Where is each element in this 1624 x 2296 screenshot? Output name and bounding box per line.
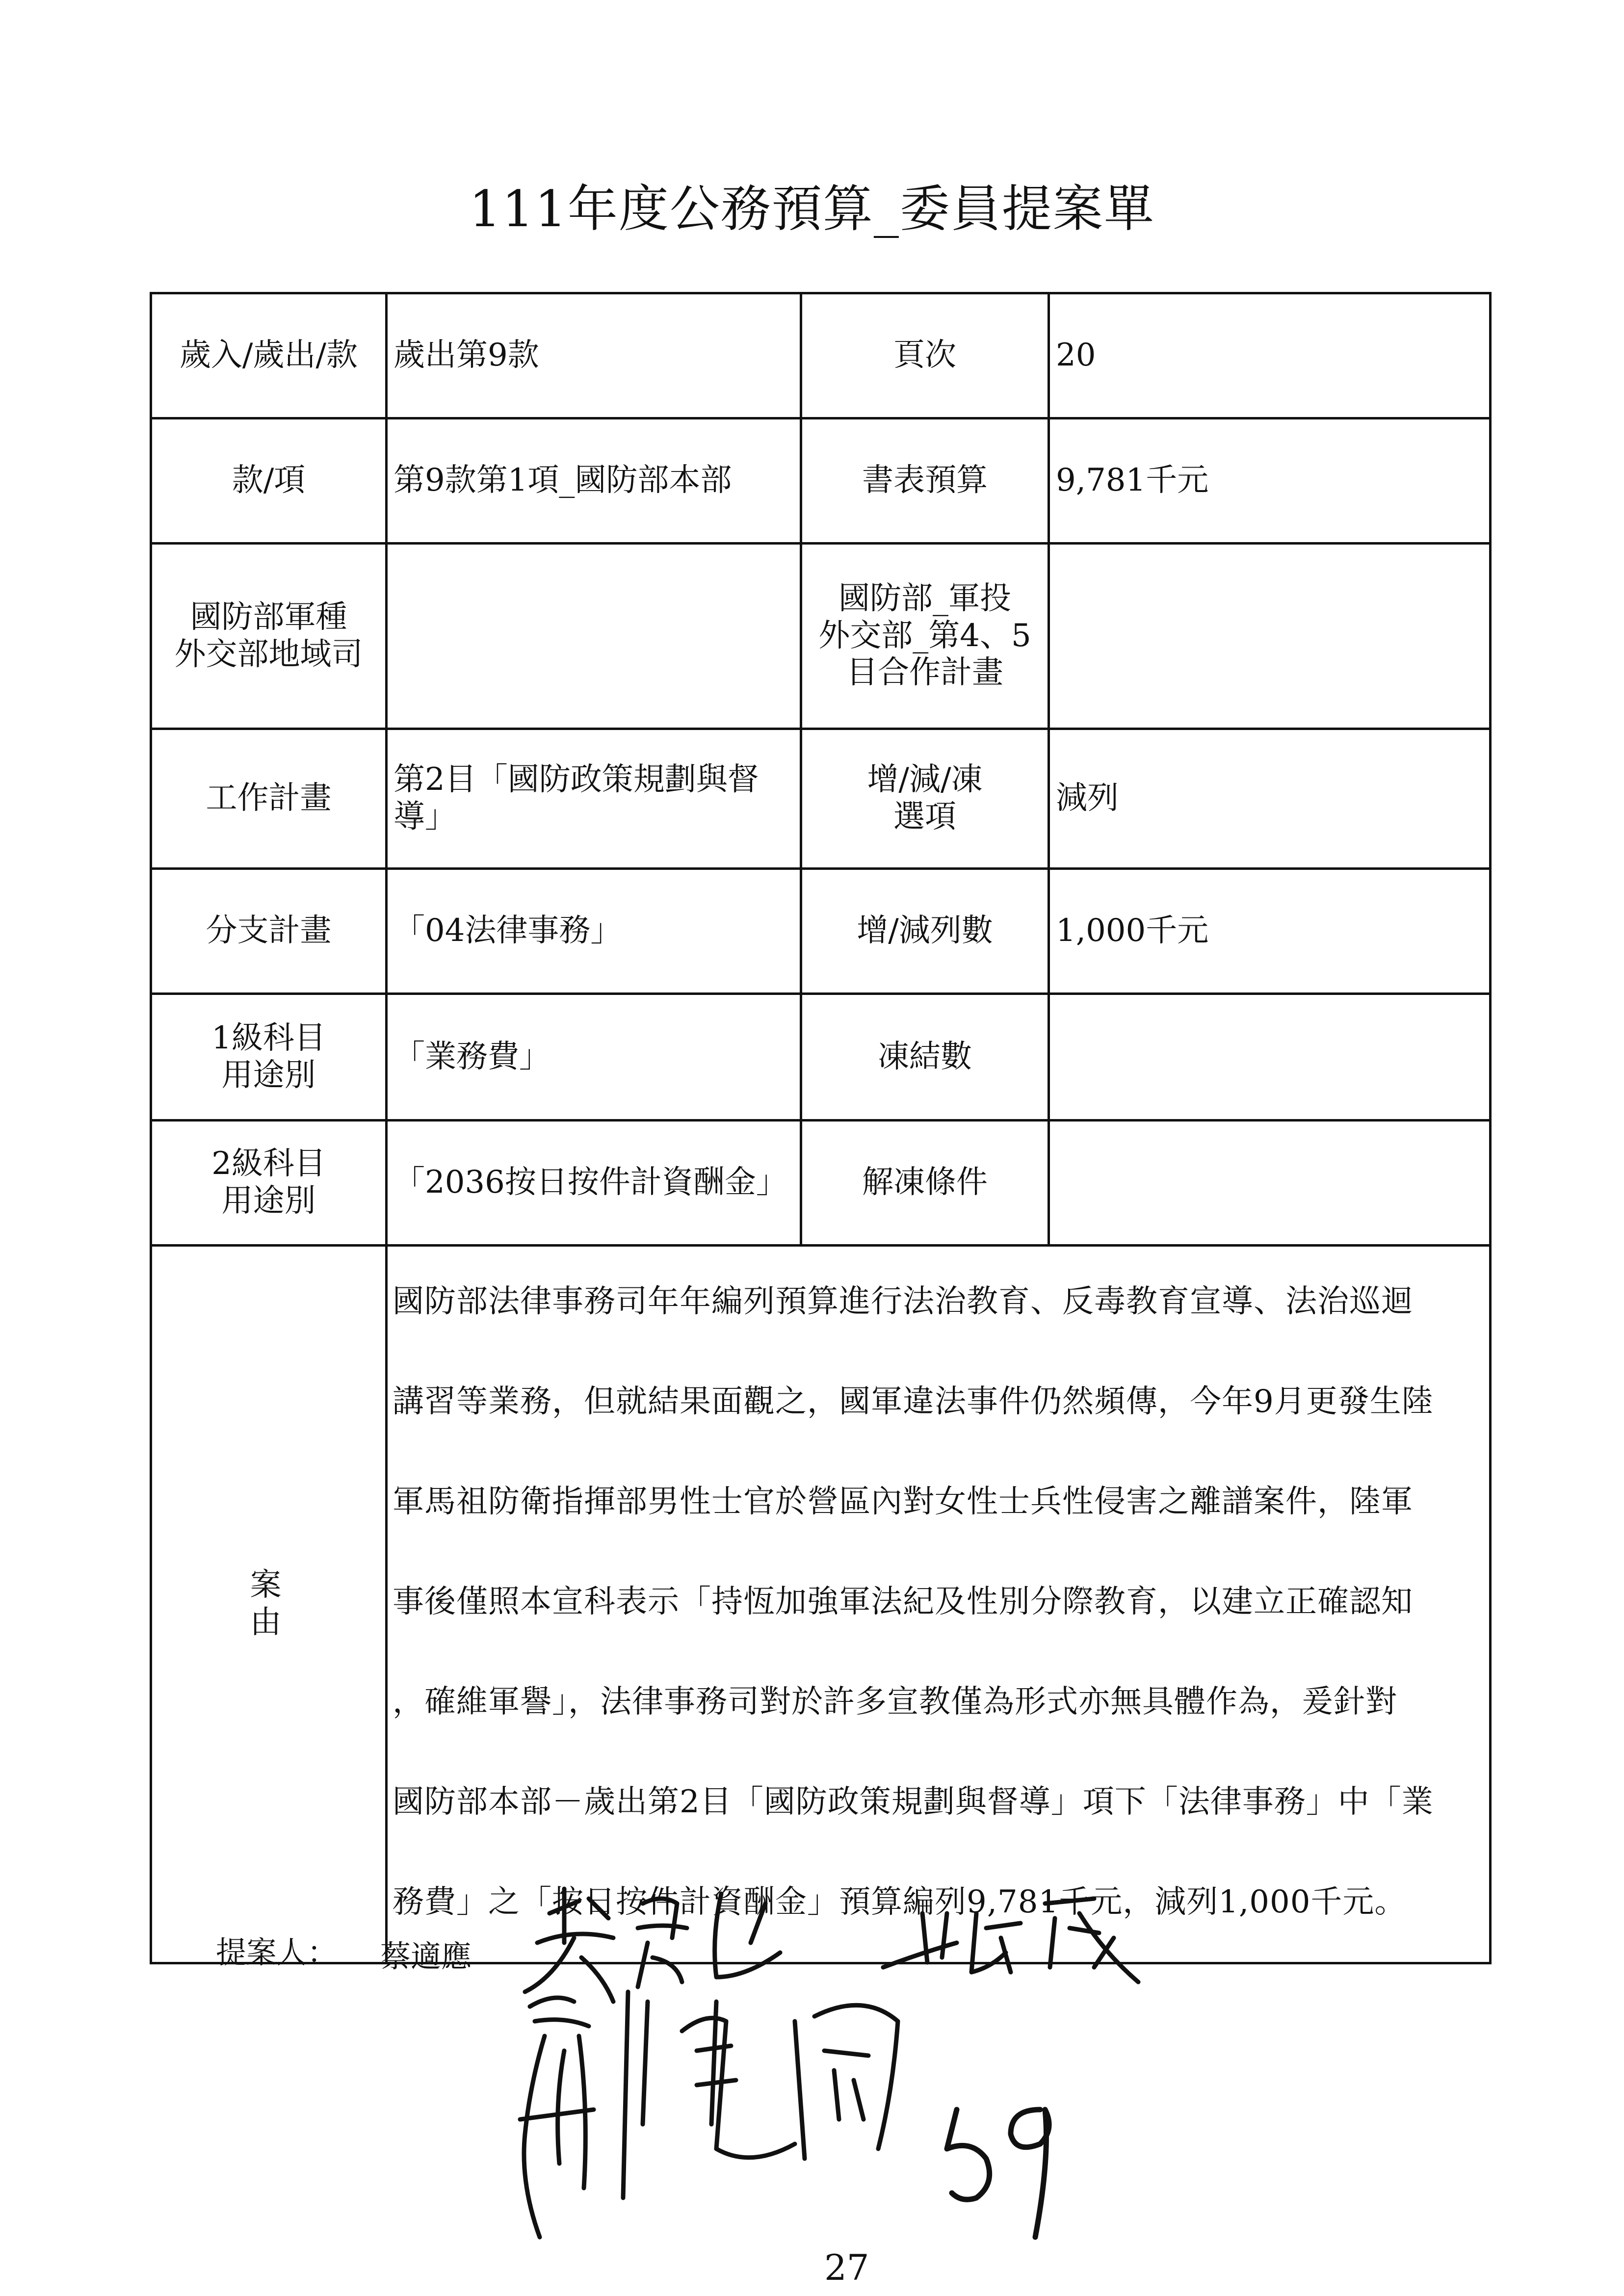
label-cooperation-line-3: 目合作計畫	[846, 654, 1003, 691]
value-budget-type: 歲出第9款	[387, 293, 801, 418]
value-agency	[387, 544, 801, 729]
label-reason: 案由	[151, 1246, 387, 1963]
value-branch-plan: 「04法律事務」	[387, 869, 801, 994]
value-section: 第9款第1項_國防部本部	[387, 418, 801, 544]
label-page: 頁次	[801, 293, 1049, 418]
reason-line: ，確維軍譽」，法律事務司對於許多宣教僅為形式亦無具體作為，爰針對	[393, 1684, 1397, 1720]
form-row-branch-plan	[151, 869, 1491, 994]
document-title: 111年度公務預算_委員提案單	[469, 180, 1155, 238]
form-row-reason	[151, 1246, 1491, 1963]
label-unfreeze-conditions: 解凍條件	[801, 1121, 1049, 1246]
reason-line: 軍馬祖防衛指揮部男性士官於營區內對女性士兵性侵害之離譜案件，陸軍	[393, 1484, 1413, 1520]
label-cooperation-line-1: 國防部_軍投	[838, 580, 1011, 617]
form-row-budget-type	[151, 293, 1491, 418]
proposer-label: 提案人：	[216, 1934, 338, 1970]
reason-line: 國防部法律事務司年年編列預算進行法治教育、反毒教育宣導、法治巡迴	[393, 1283, 1413, 1320]
label-agency	[151, 544, 387, 729]
label-level1-line-2: 用途別	[221, 1057, 316, 1094]
label-frozen-amount: 凍結數	[801, 994, 1049, 1121]
value-unfreeze-conditions	[1049, 1121, 1491, 1246]
reason-text	[387, 1246, 1491, 1963]
label-statement-budget: 書表預算	[801, 418, 1049, 544]
value-adjust-option: 減列	[1049, 729, 1491, 869]
label-agency-line-1: 國防部軍種	[190, 599, 347, 635]
reason-line: 國防部本部－歲出第2目「國防政策規劃與督導」項下「法律事務」中「業	[393, 1784, 1434, 1820]
value-cooperation-plan	[1049, 544, 1491, 729]
handwritten-number-59	[947, 2110, 1049, 2237]
label-adjust-line-2: 選項	[893, 799, 956, 835]
value-level1-subject: 「業務費」	[387, 994, 801, 1121]
label-level1-subject	[151, 994, 387, 1121]
value-adjust-amount: 1,000千元	[1049, 869, 1491, 994]
value-work-plan: 第2目「國防政策規劃與督導」	[387, 729, 801, 869]
label-level2-line-2: 用途別	[221, 1183, 316, 1219]
label-adjust-amount: 增/減列數	[801, 869, 1049, 994]
label-adjust-option	[801, 729, 1049, 869]
label-adjust-line-1: 增/減/凍	[867, 761, 983, 798]
label-level2-subject	[151, 1121, 387, 1246]
signature-3	[520, 1992, 898, 2237]
value-frozen-amount	[1049, 994, 1491, 1121]
reason-line: 務費」之「按日按件計資酬金」預算編列9,781千元，減列1,000千元。	[393, 1884, 1407, 1920]
label-work-plan: 工作計畫	[151, 729, 387, 869]
form-row-level2-subject	[151, 1121, 1491, 1246]
label-section: 款/項	[151, 418, 387, 544]
reason-line: 事後僅照本宣科表示「持恆加強軍法紀及性別分際教育，以建立正確認知	[393, 1584, 1413, 1620]
proposal-form-table	[150, 292, 1492, 1964]
page-number: 27	[824, 2247, 869, 2288]
proposer-name: 蔡適應	[380, 1938, 472, 1974]
label-cooperation-line-2: 外交部_第4、5	[818, 617, 1031, 654]
form-row-section	[151, 418, 1491, 544]
label-cooperation-plan	[801, 544, 1049, 729]
form-row-work-plan	[151, 729, 1491, 869]
value-statement-budget: 9,781千元	[1049, 418, 1491, 544]
label-branch-plan: 分支計畫	[151, 869, 387, 994]
value-level2-subject: 「2036按日按件計資酬金」	[387, 1121, 801, 1246]
label-agency-line-2: 外交部地域司	[174, 636, 363, 673]
form-row-agency	[151, 544, 1491, 729]
label-level1-line-1: 1級科目	[211, 1019, 326, 1056]
form-row-level1-subject	[151, 994, 1491, 1121]
value-page: 20	[1049, 293, 1491, 418]
label-budget-type: 歲入/歲出/款	[151, 293, 387, 418]
reason-line: 講習等業務，但就結果面觀之，國軍違法事件仍然頻傳，今年9月更發生陸	[393, 1383, 1434, 1420]
label-level2-line-1: 2級科目	[211, 1146, 326, 1182]
